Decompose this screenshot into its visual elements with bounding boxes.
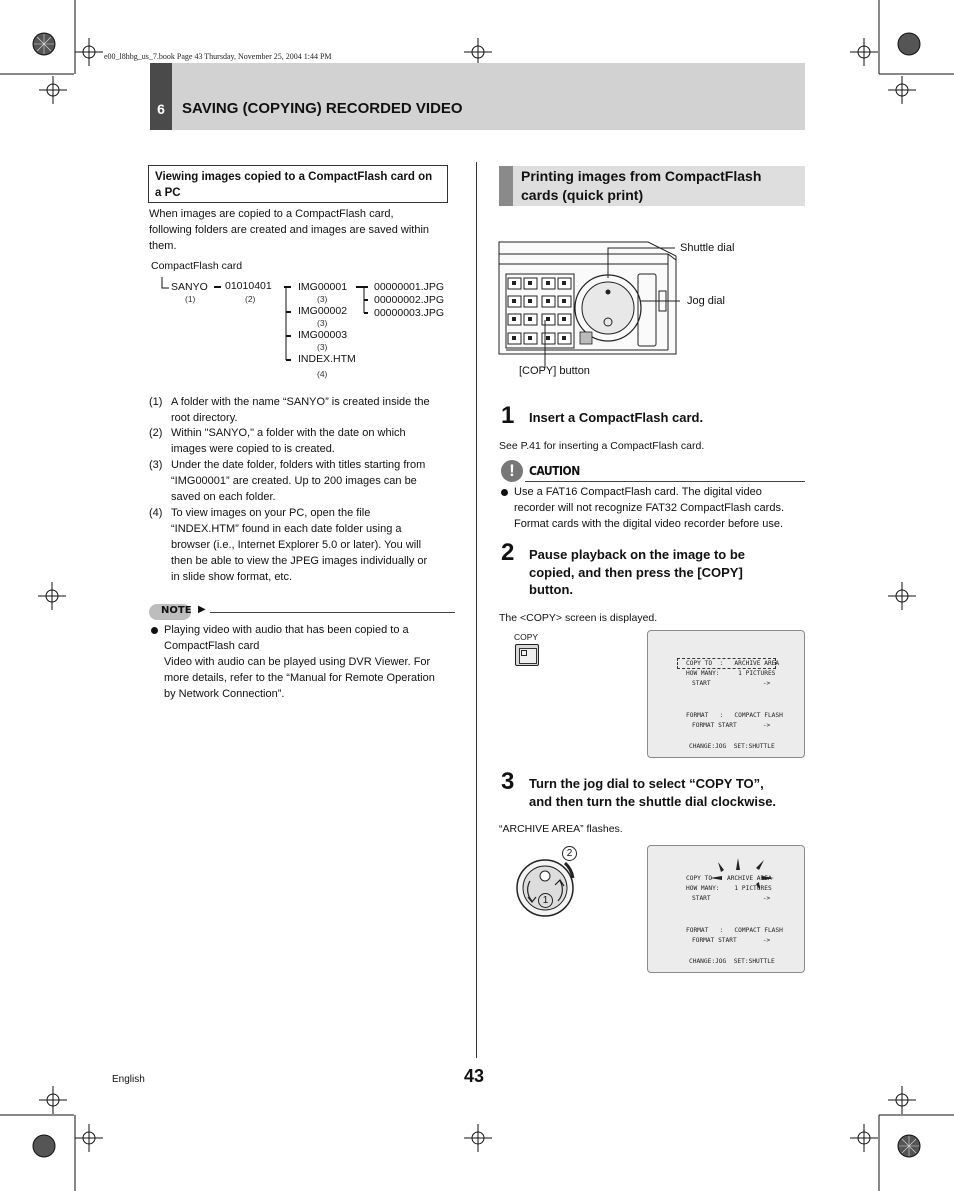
chapter-number-tab [150,63,172,130]
intro-paragraph [149,206,459,254]
tree-jpg-3: 00000003.JPG [374,307,445,319]
step-2-title-line: copied, and then press the [COPY] [529,564,743,580]
circled-number-1: 1 [538,893,553,908]
item-line: saved on each folder. [171,491,276,503]
note-line: CompactFlash card [164,640,260,652]
caution-line: recorder will not recognize FAT32 CompactFlash cards. [514,502,785,514]
tree-marker-4: (4) [317,369,328,379]
tree-img00003: IMG00003 [298,329,348,341]
note-label: NOTE [161,605,192,616]
step-3-number: 3 [501,768,515,795]
note-rule [210,612,455,613]
item-line: root directory. [171,412,238,424]
bullet [501,489,508,496]
osd-line: COPY TO : ARCHIVE AREA [686,660,780,667]
item-number: (1) [149,396,163,408]
tree-jpg-2: 00000002.JPG [374,294,445,306]
osd-line: CHANGE:JOG SET:SHUTTLE [689,958,775,965]
osd-line: COPY TO ARCHIVE AREA [686,875,772,882]
exclamation-icon: ! [501,460,523,482]
bullet [151,627,158,634]
osd-line: FORMAT : COMPACT FLASH [686,712,783,719]
osd-copy-screen [647,630,805,758]
caution-line: Format cards with the digital video recorder before use. [514,518,784,530]
step-1-description: See P.41 for inserting a CompactFlash card. [499,440,705,452]
osd-line: CHANGE:JOG SET:SHUTTLE [689,743,775,750]
intro-line: When images are copied to a CompactFlash card, [149,208,394,220]
note-line: by Network Connection”. [164,688,285,700]
step-1-number: 1 [501,402,515,429]
intro-line: them. [149,240,177,252]
chapter-title: SAVING (COPYING) RECORDED VIDEO [182,100,463,117]
note-line: Playing video with audio that has been copied to a [164,624,409,636]
copy-button[interactable] [515,644,539,666]
tree-marker-3: (3) [317,318,328,328]
heading-line: cards (quick print) [521,187,644,203]
circled-number-2: 2 [562,846,577,861]
osd-line: START -> [692,895,771,902]
callout-leaders [540,240,680,370]
step-2-title-line: button. [529,582,574,597]
step-3-title [529,775,814,810]
item-line: “IMG00001” are created. Up to 200 images can be [171,475,417,487]
osd-line: HOW MANY: 1 PICTURES [686,885,772,892]
caution-text [514,484,814,532]
tree-index-htm: INDEX.HTM [298,353,356,365]
osd-line: HOW MANY: 1 PICTURES [686,670,776,677]
step-2-number: 2 [501,539,515,566]
callout-jog-dial: Jog dial [687,295,725,307]
item-line: browser (i.e., Internet Explorer 5.0 or later). You will [171,539,422,551]
item-number: (4) [149,507,163,519]
osd-line: FORMAT START -> [692,937,771,944]
page-number: 43 [464,1066,485,1086]
note-line: Video with audio can be played using DVR Viewer. For [164,656,431,668]
tree-sanyo: SANYO [171,281,208,293]
item-number: (2) [149,427,163,439]
arrow-right-icon: ▶ [198,604,206,615]
heading-line: Printing images from CompactFlash [521,168,762,184]
section-heading-printing [499,166,805,206]
osd-line: FORMAT : COMPACT FLASH [686,927,783,934]
item-line: images were copied to is created. [171,443,335,455]
item-line: A folder with the name “SANYO” is created inside the [171,396,430,408]
tree-root-label: CompactFlash card [151,260,243,272]
tree-marker-2: (2) [245,294,256,304]
step-3-title-line: and then turn the shuttle dial clockwise. [529,793,777,809]
tree-jpg-1: 00000001.JPG [374,281,445,293]
note-line: more details, refer to the “Manual for Remote Operation [164,672,435,684]
item-line: Within "SANYO," a folder with the date on which [171,427,406,439]
step-2-title [529,546,809,599]
column-divider [476,162,477,1058]
item-line: To view images on your PC, open the file [171,507,371,519]
caution-line: Use a FAT16 CompactFlash card. The digital video [514,486,762,498]
tree-img00002: IMG00002 [298,305,348,317]
tree-marker-3: (3) [317,342,328,352]
intro-line: following folders are created and images are saved within [149,224,430,236]
section-heading-viewing-images: Viewing images copied to a CompactFlash card on a PC [148,165,448,203]
item-line: Under the date folder, folders with titles starting from [171,459,426,471]
tree-marker-3: (3) [317,294,328,304]
step-1-title: Insert a CompactFlash card. [529,410,704,425]
item-line: “INDEX.HTM” found in each date folder using a [171,523,402,535]
list-item [149,457,459,505]
callout-copy-button: [COPY] button [519,365,590,377]
step-3-description: “ARCHIVE AREA” flashes. [499,823,623,835]
tree-date-folder: 01010401 [225,280,272,292]
step-2-title-line: Pause playback on the image to be [529,547,746,562]
item-number: (3) [149,459,163,471]
item-line: in slide show format, etc. [171,571,293,583]
step-3-title-line: Turn the jog dial to select “COPY TO”, [529,776,764,791]
tree-marker-1: (1) [185,294,196,304]
note-text [164,622,464,702]
heading-accent-bar [499,166,513,206]
osd-line: START -> [692,680,771,687]
chapter-number: 6 [157,101,165,117]
step-2-description: The <COPY> screen is displayed. [499,612,658,624]
book-info-line: e00_l8hbg_us_7.book Page 43 Thursday, November 25, 2004 1:44 PM [104,52,332,61]
item-line: then be able to view the JPEG images individually or [171,555,428,567]
list-item [149,505,459,585]
osd-line: FORMAT START -> [692,722,771,729]
chapter-header-bar [150,63,805,130]
copy-button-label: COPY [514,632,539,642]
footer-language: English [112,1074,145,1085]
osd-copy-screen-flashing [647,845,805,973]
caution-rule [525,481,805,482]
callout-shuttle-dial: Shuttle dial [680,242,735,254]
list-item [149,425,459,457]
tree-img00001: IMG00001 [298,281,348,293]
caution-label: CAUTION [529,464,580,478]
